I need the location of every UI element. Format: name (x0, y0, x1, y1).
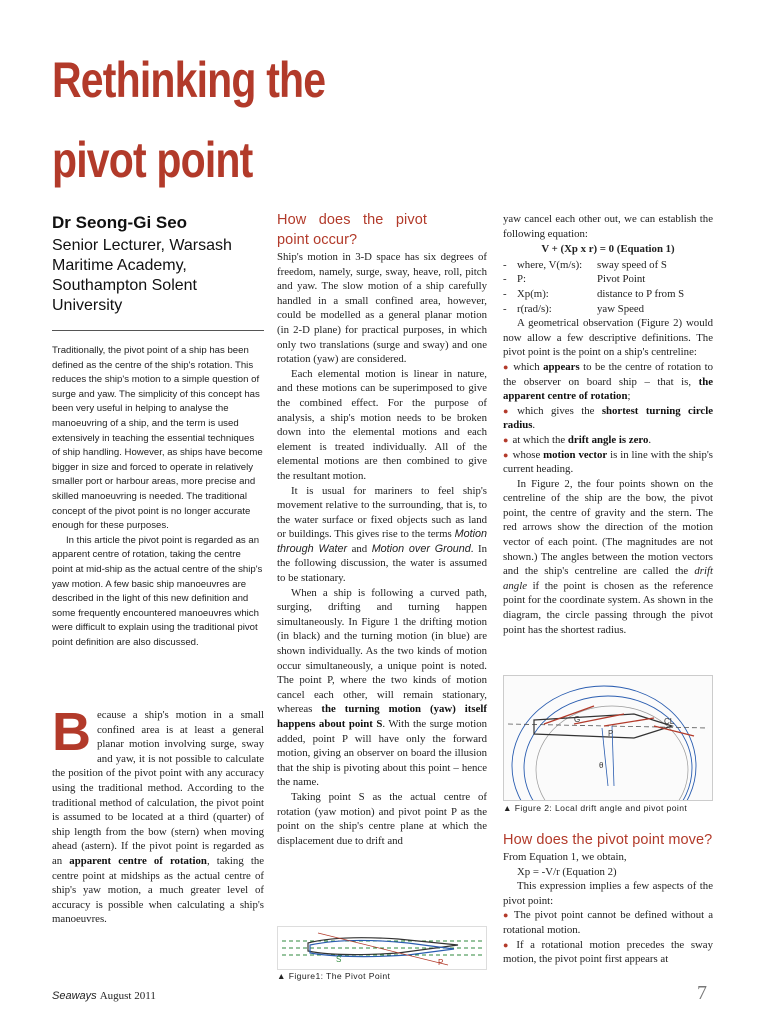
column-1-body (52, 702, 265, 927)
bullet-4: ● whose motion vector is in line with the ship's current heading. (503, 448, 714, 476)
figure-1-pivot-point (277, 926, 487, 970)
variable-item: - where, V(m/s): sway speed of S (503, 258, 667, 271)
author-affiliation: Senior Lecturer, Warsash Maritime Academy, Southampton Solent University (52, 237, 232, 314)
section-heading-pivot-move: How does the pivot point move? (503, 832, 713, 848)
figure-2-caption: ▲ Figure 2: Local drift angle and pivot point (503, 803, 688, 813)
col1-paragraph-1: Because a ship's motion in a small confined area is at least a general planar motion involving surge, sway and yaw, it is not possible to calculate the position of the pivot point with any accuracy using the traditional method. According to the traditional method of calculation, the pivot point is assumed to be located at a third (quarter) of ship length from the bow (stern) when moving ahead (astern). If the pivot point is regarded as an apparent centre of rotation, taking the centre point at midships as the actual centre of ship's yaw motion, a much greater level of accuracy is possible when calculating a ship's manoeuvres. (52, 702, 265, 926)
variable-item: - Xp(m): distance to P from S (503, 287, 685, 300)
variable-item: - r(rad/s): yaw Speed (503, 302, 645, 315)
figure-1-caption: ▲ Figure1: The Pivot Point (277, 971, 391, 981)
col3-paragraph-3: From Equation 1, we obtain, (503, 851, 627, 863)
col2-paragraph-4: When a ship is following a curved path, surging, drifting and turning happen simultaneously. In Figure 1 the drifting motion (in black) and the turning motion (in blue) are shown individually. As the two kinds of motion occur simultaneously, a unique point is noted. The point P, where the two kinds of motion cancel each other, will remain stationary, whereas the turning motion (yaw) itself happens about point S. With the surge motion added, point P will have only the forward motion, giving an observer on board the illusion that the ship is pivoting about this point – hence the name. (277, 586, 487, 789)
footer-magazine (52, 990, 156, 1002)
author-block (52, 212, 267, 316)
label-s: S (336, 955, 342, 964)
drop-cap: B (52, 702, 91, 762)
bullet-3: ● at which the drift angle is zero. (503, 433, 652, 446)
col3-paragraph-0: yaw cancel each other out, we can establish the following equation: (503, 213, 713, 240)
intro-summary (52, 344, 264, 650)
equation-2: Xp = -V/r (Equation 2) (517, 865, 617, 878)
section-heading-pivot-occur: How does the pivot point occur? (277, 212, 427, 248)
figure-2-diagram (504, 676, 712, 800)
column-2 (277, 210, 487, 848)
issue-date: August 2011 (99, 990, 156, 1002)
label-theta: θ (599, 761, 604, 770)
col2-paragraph-1: Ship's motion in 3-D space has six degrees of freedom, namely, surge, sway, heave, roll, pitch and yaw. The slow motion of a ship carefully handled in a small confined area, however, could be modelled as a general planar motion (in 2-D plane) for practical purposes, in which only two translations (surge and sway) and one rotation (yaw) are considered. (277, 251, 487, 366)
author-name: Dr Seong-Gi Seo (52, 213, 188, 232)
title-line-2: pivot point (52, 132, 253, 188)
article-title (52, 40, 396, 200)
variable-list (503, 258, 713, 316)
label-cl: CL (664, 717, 675, 726)
intro-paragraph-2: In this article the pivot point is regarded as an apparent centre of rotation, taking the centre point at mid-ship as the actual centre of the ship's yaw motion. A few basic ship manoeuvres are described in the light of this new definition and some frequently encountered manoeuvres which were difficult to explain using the traditional pivot point definition are also discussed. (52, 534, 263, 648)
col3-paragraph-2: In Figure 2, the four points shown on the centreline of the ship are the bow, the pivot point, the centre of gravity and the stern. The red arrows show the direction of the motion vector of each point. (The magnitudes are not shown.) The angles between the motion vectors and the ship's centreline are called the drift angle if the point is chosen as the reference point for the coordinate system. As shown in the diagram, the circle passing through the pivot point has the shortest radius. (503, 477, 713, 636)
title-line-1: Rethinking the (52, 52, 326, 108)
equation-1: V + (Xp x r) = 0 (Equation 1) (541, 243, 675, 256)
col2-paragraph-5: Taking point S as the actual centre of rotation (yaw motion) and pivot point P as the point on the ship's centre plane at which the displacement due to drift and (277, 790, 487, 847)
col2-paragraph-2: Each elemental motion is linear in nature, and these motions can be superimposed to give the combined effect. For the purpose of analysis, a ship's motion needs to be broken down into the elemental motions and each element is treated individually. All of the elemental motions are then combined to give the resultant motion. (277, 367, 487, 482)
intro-paragraph-1: Traditionally, the pivot point of a ship has been defined as the centre of the ship's rotation. This reduces the ship's motion to a simple question of surge and yaw. The simplicity of this concept has been very useful in helping to analyse the manoeuvring of a ship, and the term is used extensively in teaching the essential techniques of ship handling. However, as ships have become bigger in size and forced to operate in relatively smaller port or harbour areas, more precise and skilled manoeuvring is needed. The traditional concept of the pivot point is no longer accurate enough for these purposes. (52, 345, 263, 532)
divider (52, 330, 264, 331)
column-3-lower (503, 830, 713, 967)
label-p: P (438, 958, 444, 967)
label-p: P (608, 729, 614, 738)
col2-paragraph-3: It is usual for mariners to feel ship's movement relative to the surrounding, that is, to the water surface or fixed objects such as land or buildings. This gives rise to the terms Motion through Water and Motion over Ground. In the following discussion, the water is assumed to be stationary. (277, 484, 487, 585)
variable-item: - P: Pivot Point (503, 273, 646, 286)
figure-2-drift-angle (503, 675, 713, 801)
col3-paragraph-4: This expression implies a few aspects of the pivot point: (503, 880, 713, 907)
bullet-2: ● which gives the shortest turning circle radius. (503, 404, 714, 432)
col3-paragraph-1: A geometrical observation (Figure 2) would now allow a few descriptive definitions. The pivot point is the point on a ship's centreline: (503, 317, 713, 359)
page-number: 7 (697, 982, 707, 1004)
bullet-6: ● If a rotational motion precedes the sway motion, the pivot point first appears at (503, 938, 714, 966)
label-g: G (574, 715, 581, 724)
magazine-name: Seaways (52, 990, 97, 1002)
bullet-5: ● The pivot point cannot be defined without a rotational motion. (503, 909, 713, 936)
bullet-1: ● which appears to be the centre of rotation to the observer on board ship – that is, the apparent centre of rotation; (503, 360, 713, 403)
column-3 (503, 212, 713, 637)
figure-1-diagram (278, 927, 486, 969)
